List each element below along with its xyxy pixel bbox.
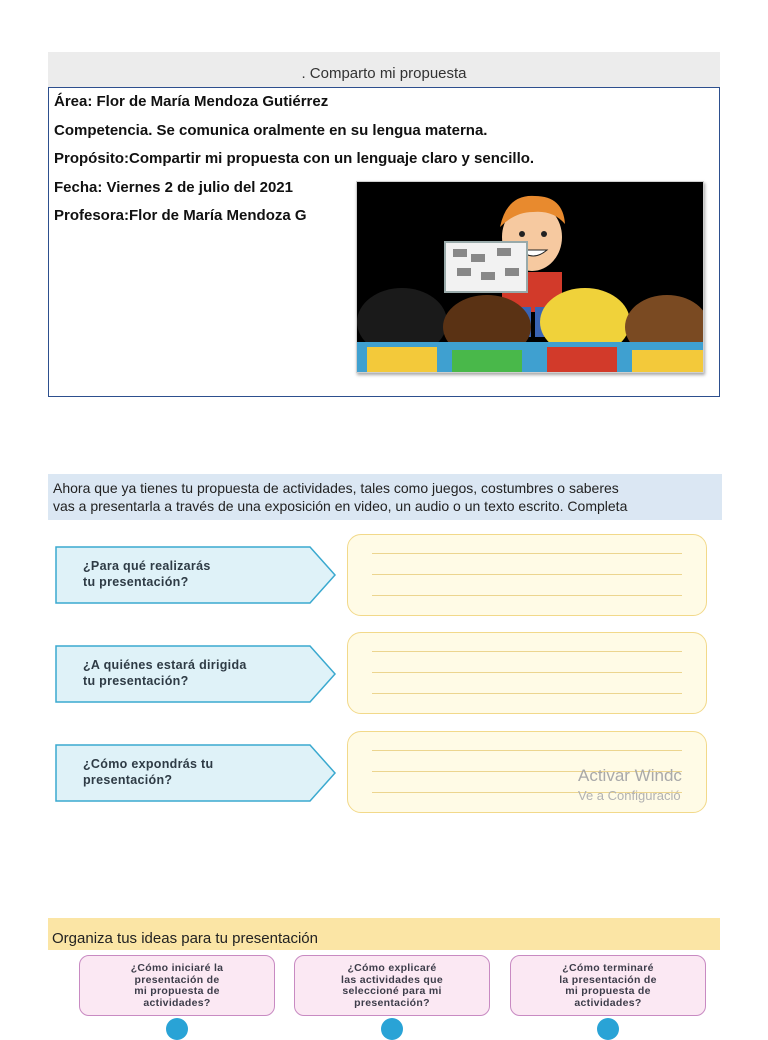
question-line-1: ¿Para qué realizarás bbox=[83, 559, 211, 573]
page-title: . Comparto mi propuesta bbox=[48, 52, 720, 87]
step-start-box bbox=[79, 955, 275, 1016]
instruction-line-1: Ahora que ya tienes tu propuesta de actividades, tales como juegos, costumbres o saberes bbox=[53, 480, 619, 496]
step-line: actividades? bbox=[574, 996, 642, 1009]
step-line: actividades? bbox=[143, 996, 211, 1009]
connector-dot bbox=[381, 1018, 403, 1040]
step-finish-box bbox=[510, 955, 706, 1016]
question-line-2: presentación? bbox=[83, 773, 173, 787]
step-line: las actividades que bbox=[341, 973, 443, 986]
teacher-illustration bbox=[356, 181, 704, 373]
question-line-2: tu presentación? bbox=[83, 575, 189, 589]
fecha-line: Fecha: Viernes 2 de julio del 2021 bbox=[54, 179, 293, 196]
watermark-line-2: Ve a Configuració bbox=[578, 788, 681, 803]
step-line: ¿Cómo explicaré bbox=[347, 962, 437, 974]
question-audience bbox=[55, 645, 337, 703]
watermark-line-1: Activar Windc bbox=[578, 766, 682, 785]
step-line: la presentación de bbox=[559, 973, 657, 986]
connector-dot bbox=[166, 1018, 188, 1040]
profesora-line: Profesora:Flor de María Mendoza G bbox=[54, 207, 307, 224]
step-line: mi propuesta de bbox=[565, 985, 651, 997]
question-method bbox=[55, 744, 337, 802]
instruction-text bbox=[48, 474, 722, 520]
step-line: ¿Cómo terminaré bbox=[562, 962, 654, 974]
step-line: mi propuesta de bbox=[134, 985, 220, 997]
step-line: presentación de bbox=[134, 973, 220, 986]
question-line-1: ¿A quiénes estará dirigida bbox=[83, 658, 247, 672]
question-line-1: ¿Cómo expondrás tu bbox=[83, 757, 214, 771]
competencia-line: Competencia. Se comunica oralmente en su lengua materna. bbox=[54, 122, 488, 139]
area-line: Área: Flor de María Mendoza Gutiérrez bbox=[54, 93, 329, 110]
answer-box[interactable] bbox=[347, 632, 707, 714]
instruction-line-2: vas a presentarla a través de una exposición en video, un audio o un texto escrito. Completa bbox=[53, 498, 628, 514]
step-line: presentación? bbox=[354, 996, 430, 1009]
connector-dot bbox=[597, 1018, 619, 1040]
info-box bbox=[48, 87, 720, 397]
question-line-2: tu presentación? bbox=[83, 674, 189, 688]
question-purpose bbox=[55, 546, 337, 604]
step-line: seleccioné para mi bbox=[342, 985, 442, 997]
answer-box[interactable] bbox=[347, 534, 707, 616]
proposito-line: Propósito:Compartir mi propuesta con un lenguaje claro y sencillo. bbox=[54, 150, 535, 167]
step-explain-box bbox=[294, 955, 490, 1016]
organize-heading: Organiza tus ideas para tu presentación bbox=[48, 918, 720, 950]
step-line: ¿Cómo iniciaré la bbox=[130, 962, 224, 974]
activation-watermark bbox=[578, 766, 682, 806]
